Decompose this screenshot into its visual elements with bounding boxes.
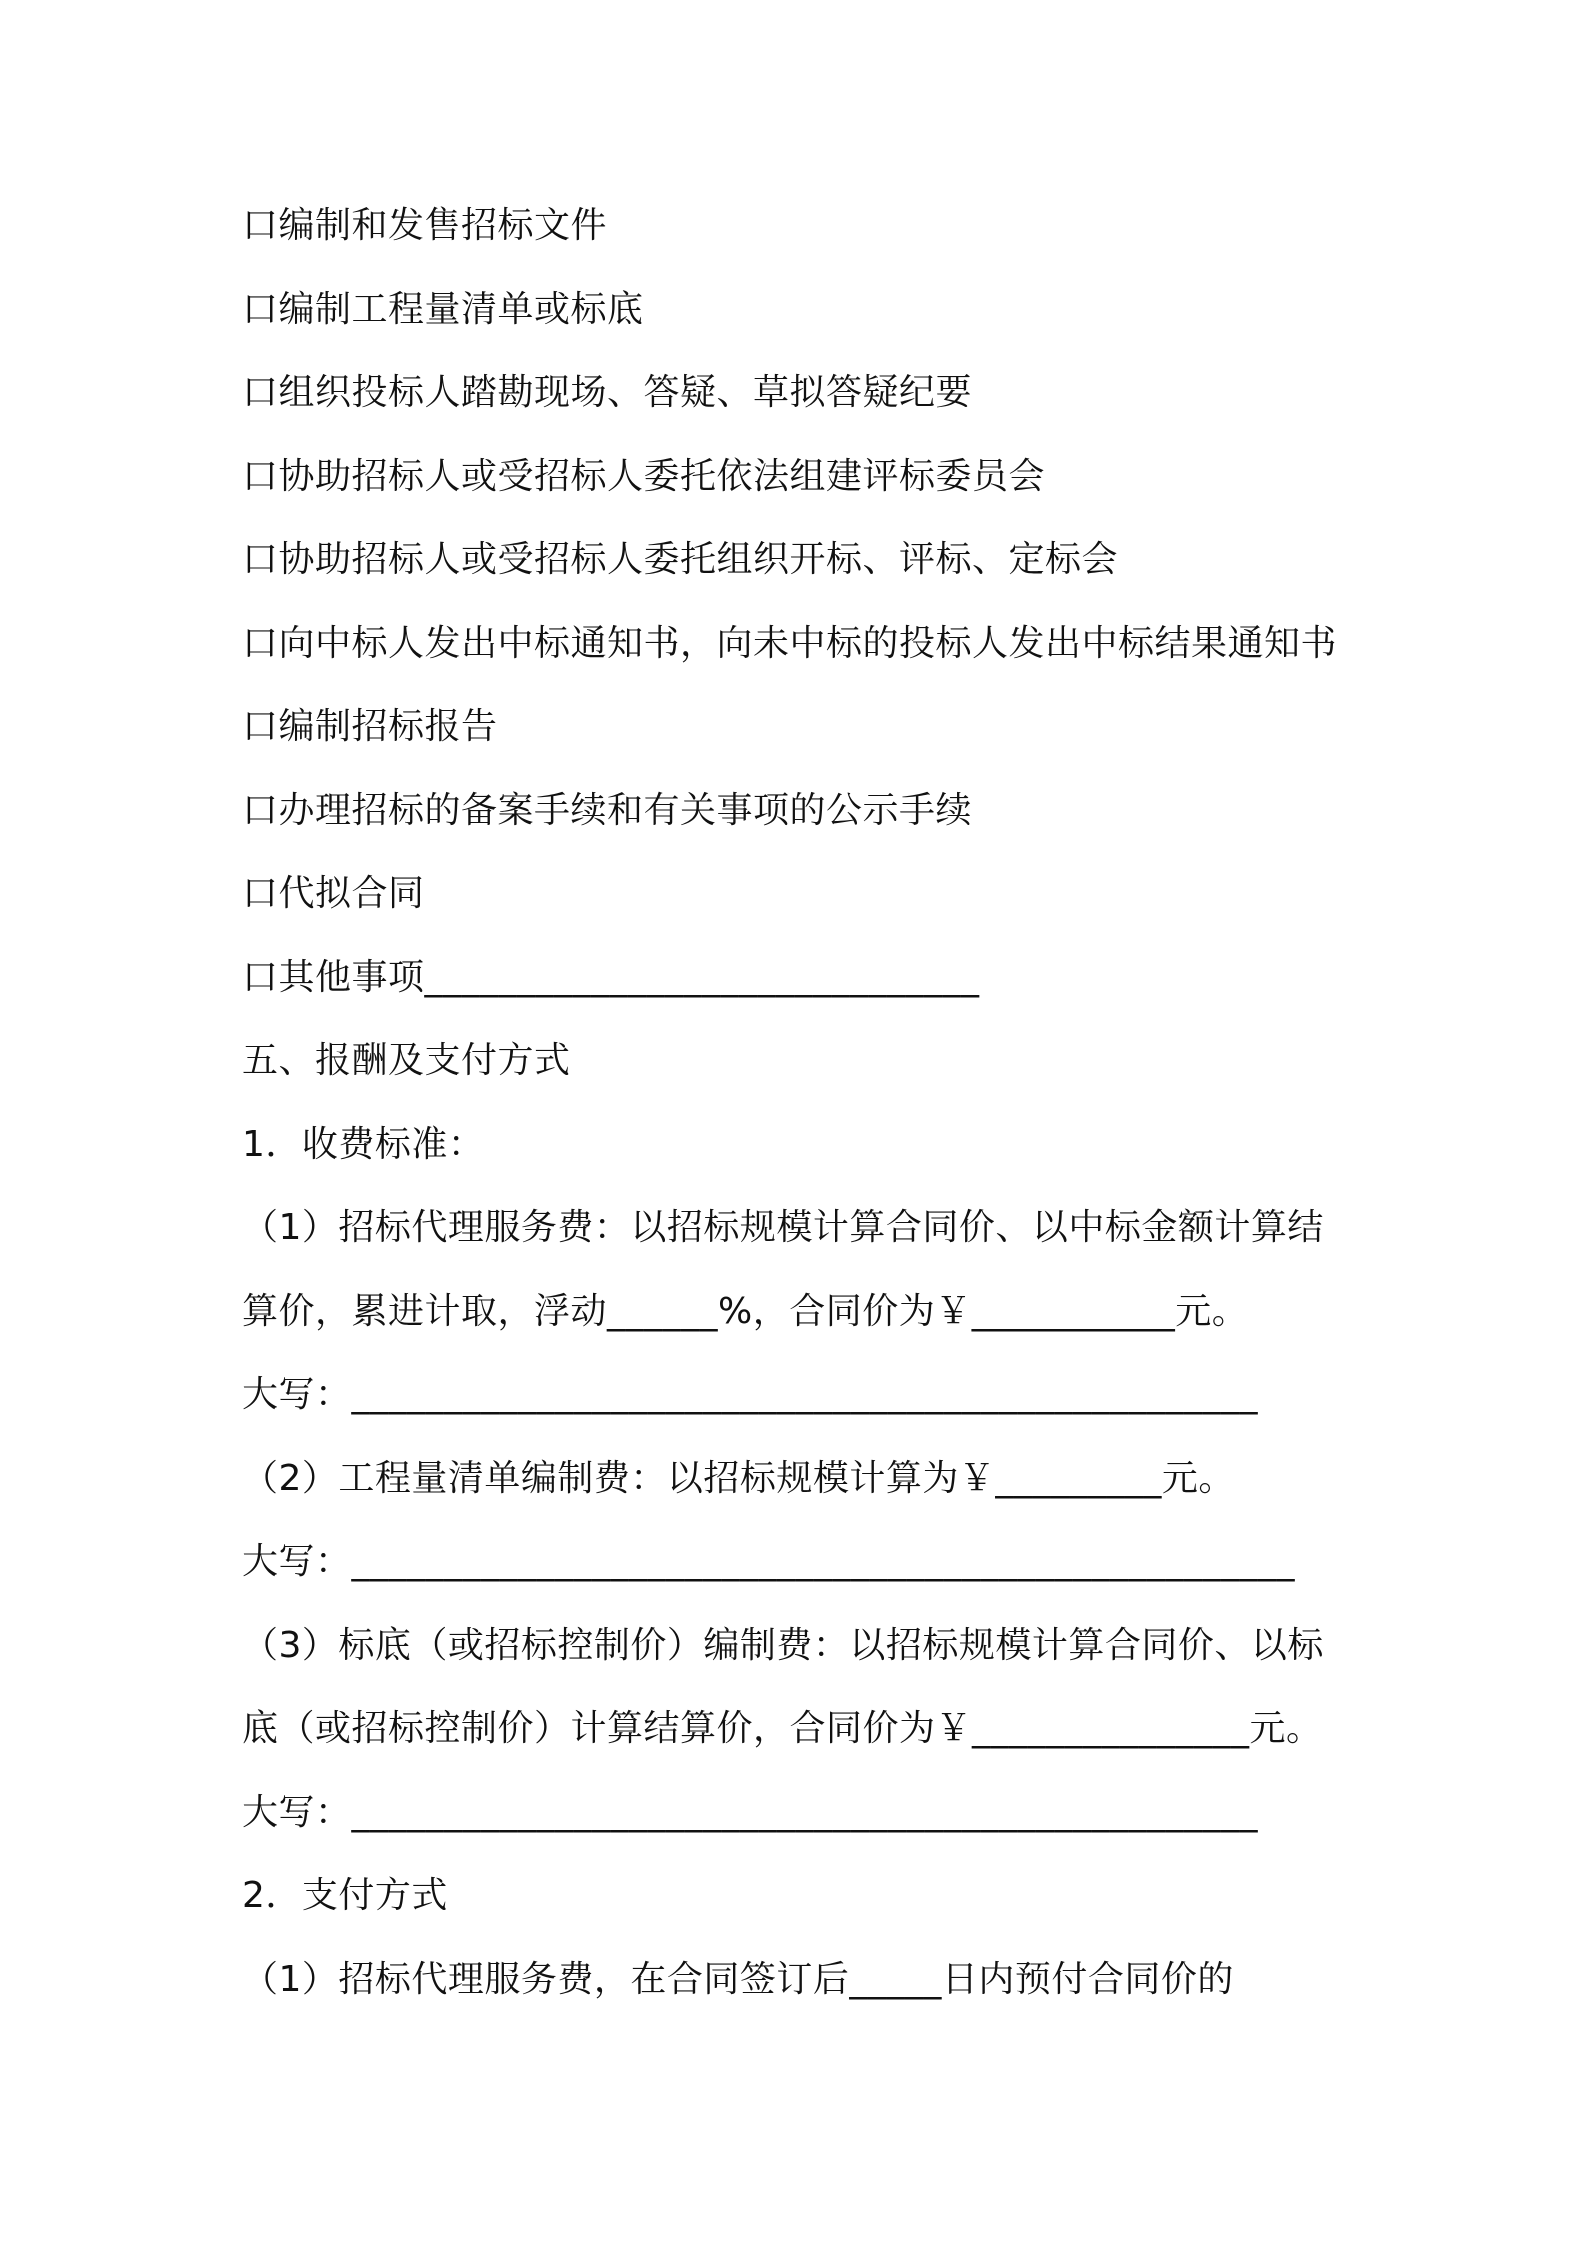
checklist-item-draft-contract: 口代拟合同 [242, 873, 425, 914]
checklist-item-award-notice: 口向中标人发出中标通知书，向未中标的投标人发出中标结果通知书 [242, 623, 1338, 664]
checklist-item-filing: 口办理招标的备案手续和有关事项的公示手续 [242, 790, 973, 831]
fee-standard-heading: 1．收费标准： [242, 1124, 485, 1165]
payment-item1-line1: （1）招标代理服务费，在合同签订后_____日内预付合同价的 [242, 1959, 1234, 2000]
fee-item2-daxie: 大写：___________________________________________________ [242, 1541, 1295, 1582]
payment-heading: 2．支付方式 [242, 1875, 448, 1916]
fee-item2-line1: （2）工程量清单编制费：以招标规模计算为￥_________元。 [242, 1458, 1235, 1499]
fee-item1-line1: （1）招标代理服务费：以招标规模计算合同价、以中标金额计算结 [242, 1207, 1324, 1248]
fee-item3-daxie: 大写：_________________________________________________ [242, 1792, 1259, 1833]
fee-item1-daxie: 大写：_________________________________________________ [242, 1374, 1259, 1415]
fee-item3-line2: 底（或招标控制价）计算结算价，合同价为￥_______________元。 [242, 1708, 1323, 1749]
checklist-item-bid-opening: 口协助招标人或受招标人委托组织开标、评标、定标会 [242, 539, 1119, 580]
checklist-item-tender-report: 口编制招标报告 [242, 706, 498, 747]
checklist-item-evaluation-committee: 口协助招标人或受招标人委托依法组建评标委员会 [242, 456, 1046, 497]
checklist-item-site-visit: 口组织投标人踏勘现场、答疑、草拟答疑纪要 [242, 372, 973, 413]
fee-item1-line2: 算价，累进计取，浮动______%，合同价为￥___________元。 [242, 1291, 1249, 1332]
checklist-item-bill-of-quantities: 口编制工程量清单或标底 [242, 289, 644, 330]
section-heading-remuneration: 五、报酬及支付方式 [242, 1040, 571, 1081]
checklist-item-prepare-tender-docs: 口编制和发售招标文件 [242, 205, 608, 246]
fee-item3-line1: （3）标底（或招标控制价）编制费：以招标规模计算合同价、以标 [242, 1625, 1324, 1666]
checklist-item-other-matters: 口其他事项______________________________ [242, 957, 980, 998]
